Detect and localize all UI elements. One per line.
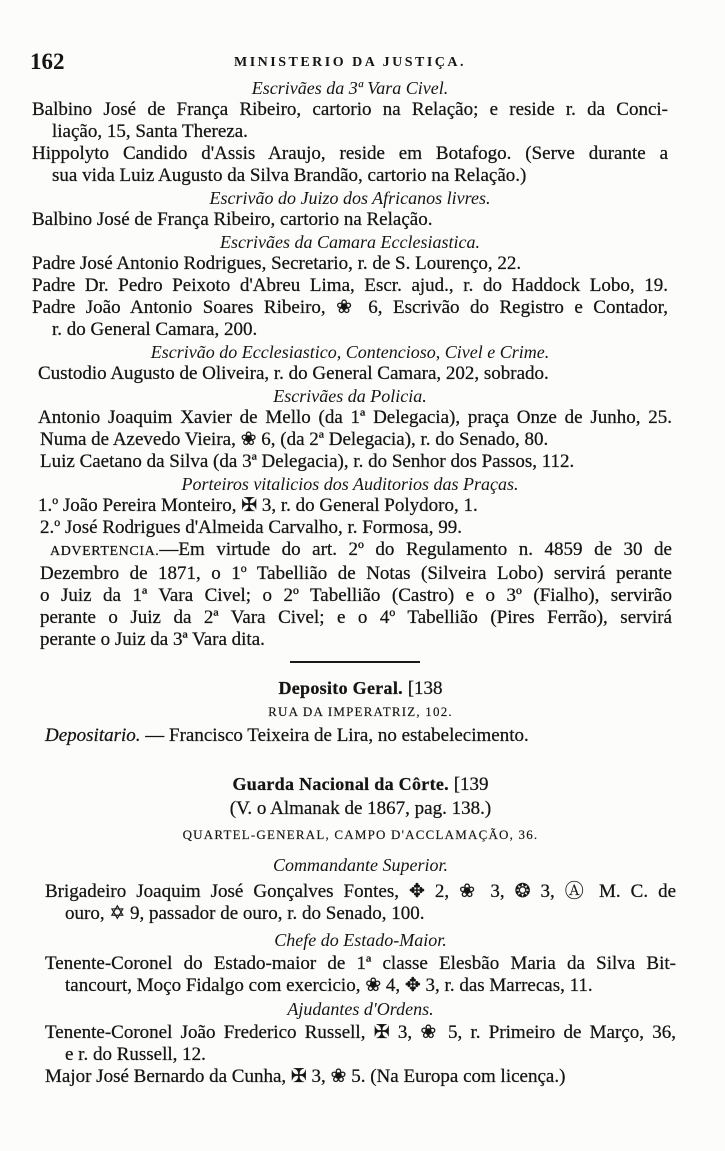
chefe-estado-maior-line: Tenente-Coronel do Estado-maior de 1ª classe Elesbão Maria da Silva Bit- [45, 953, 676, 974]
advertencia-line: Dezembro de 1871, o 1º Tabellião de Notas (Silveira Lobo) servirá perante [40, 563, 672, 584]
running-header [0, 47, 725, 77]
policia-line: Numa de Azevedo Vieira, ❀ 6, (da 2ª Delegacia), r. do Senado, 80. [40, 429, 549, 450]
camara-ecclesiastica-line: Padre João Antonio Soares Ribeiro, ❀ 6, Escrivão do Registro e Contador, [32, 297, 668, 318]
advertencia-label: ADVERTENCIA. [50, 544, 160, 559]
policia-line: Antonio Joaquim Xavier de Mello (da 1ª Delegacia), praça Onze de Junho, 25. [38, 407, 672, 428]
advertencia-line: perante o Juiz da 3ª Vara dita. [40, 629, 265, 650]
ajudantes-ordens-line: Tenente-Coronel João Frederico Russell, ✠ 3, ❀ 5, r. Primeiro de Março, 36, [45, 1022, 676, 1043]
advertencia-line [0, 539, 725, 563]
guarda-nacional-title: Guarda Nacional da Côrte. [232, 774, 449, 794]
commandante-superior-line: Brigadeiro Joaquim José Gonçalves Fontes, ✥ 2, ❀ 3, ❂ 3, Ⓐ M. C. de [45, 881, 676, 902]
policia-heading: Escrivães da Policia. [273, 386, 427, 406]
vara-civel-line: Hippolyto Candido d'Assis Araujo, reside em Botafogo. (Serve durante a [32, 143, 668, 164]
depositario-text: — Francisco Teixeira de Lira, no estabelecimento. [145, 725, 529, 746]
running-head-title: MINISTERIO DA JUSTIÇA. [234, 55, 466, 70]
vara-civel-line: liação, 15, Santa Thereza. [52, 121, 248, 142]
guarda-nacional-note: (V. o Almanak de 1867, pag. 138.) [229, 798, 492, 819]
guarda-nacional-ref: [139 [453, 774, 489, 795]
camara-ecclesiastica-line: Padre José Antonio Rodrigues, Secretario, r. de S. Lourenço, 22. [32, 253, 522, 274]
ajudantes-ordens-line: Major José Bernardo da Cunha, ✠ 3, ❀ 5. (Na Europa com licença.) [45, 1066, 566, 1087]
guarda-nacional-address: QUARTEL-GENERAL, CAMPO D'ACCLAMAÇÃO, 36. [182, 827, 539, 842]
section-divider [0, 651, 725, 673]
deposito-geral-heading [0, 677, 725, 700]
guarda-nacional-address-line [0, 823, 725, 846]
policia-line: Luiz Caetano da Silva (da 3ª Delegacia), r. do Senhor dos Passos, 112. [40, 451, 575, 472]
porteiros-line: 1.º João Pereira Monteiro, ✠ 3, r. do General Polydoro, 1. [38, 495, 478, 516]
commandante-superior-line: ouro, ✡ 9, passador de ouro, r. do Senado, 100. [65, 903, 425, 924]
deposito-geral-ref: [138 [407, 678, 443, 699]
advertencia-text: —Em virtude do art. 2º do Regulamento n. 4859 de 30 de [159, 539, 672, 560]
deposito-geral-title: Deposito Geral. [278, 678, 403, 698]
advertencia-line: o Juiz da 1ª Vara Civel; o 2º Tabellião (Castro) e o 3º (Fialho), servirão [40, 585, 672, 606]
africanos-livres-line: Balbino José de França Ribeiro, cartorio na Relação. [32, 209, 433, 230]
chefe-estado-maior-line: tancourt, Moço Fidalgo com exercicio, ❀ 4, ✥ 3, r. das Marrecas, 11. [65, 975, 593, 996]
chefe-estado-maior-heading: Chefe do Estado-Maior. [274, 930, 447, 950]
ajudantes-ordens-line: e r. do Russell, 12. [65, 1044, 206, 1065]
advertencia-line: perante o Juiz da 2ª Vara Civel; e o 4º Tabellião (Pires Ferrão), servirá [40, 607, 672, 628]
depositario-label: Depositario. [45, 725, 141, 746]
porteiros-line: 2.º José Rodrigues d'Almeida Carvalho, r. Formosa, 99. [40, 517, 462, 538]
divider-line [290, 661, 420, 663]
vara-civel-heading: Escrivães da 3ª Vara Civel. [251, 78, 449, 98]
ecclesiastico-line: Custodio Augusto de Oliveira, r. do General Camara, 202, sobrado. [38, 363, 549, 384]
page-number: 162 [30, 49, 65, 74]
camara-ecclesiastica-line: r. do General Camara, 200. [52, 319, 258, 340]
ajudantes-ordens-heading: Ajudantes d'Ordens. [287, 999, 434, 1019]
porteiros-heading: Porteiros vitalicios dos Auditorios das Praças. [181, 474, 519, 494]
camara-ecclesiastica-heading: Escrivães da Camara Ecclesiastica. [220, 232, 480, 252]
depositario-line [0, 725, 725, 747]
vara-civel-line: sua vida Luiz Augusto da Silva Brandão, cartorio na Relação.) [52, 165, 527, 186]
deposito-geral-address-line [0, 700, 725, 723]
camara-ecclesiastica-line: Padre Dr. Pedro Peixoto d'Abreu Lima, Escr. ajud., r. do Haddock Lobo, 19. [32, 275, 668, 296]
guarda-nacional-heading [0, 773, 725, 796]
africanos-livres-heading: Escrivão do Juizo dos Africanos livres. [209, 188, 491, 208]
ecclesiastico-heading: Escrivão do Ecclesiastico, Contencioso, Civel e Crime. [150, 342, 550, 362]
commandante-superior-heading: Commandante Superior. [273, 855, 448, 875]
vara-civel-line: Balbino José de França Ribeiro, cartorio na Relação; e reside r. da Conci- [32, 99, 668, 120]
deposito-geral-address: RUA DA IMPERATRIZ, 102. [268, 704, 453, 719]
page-body [0, 47, 725, 1088]
